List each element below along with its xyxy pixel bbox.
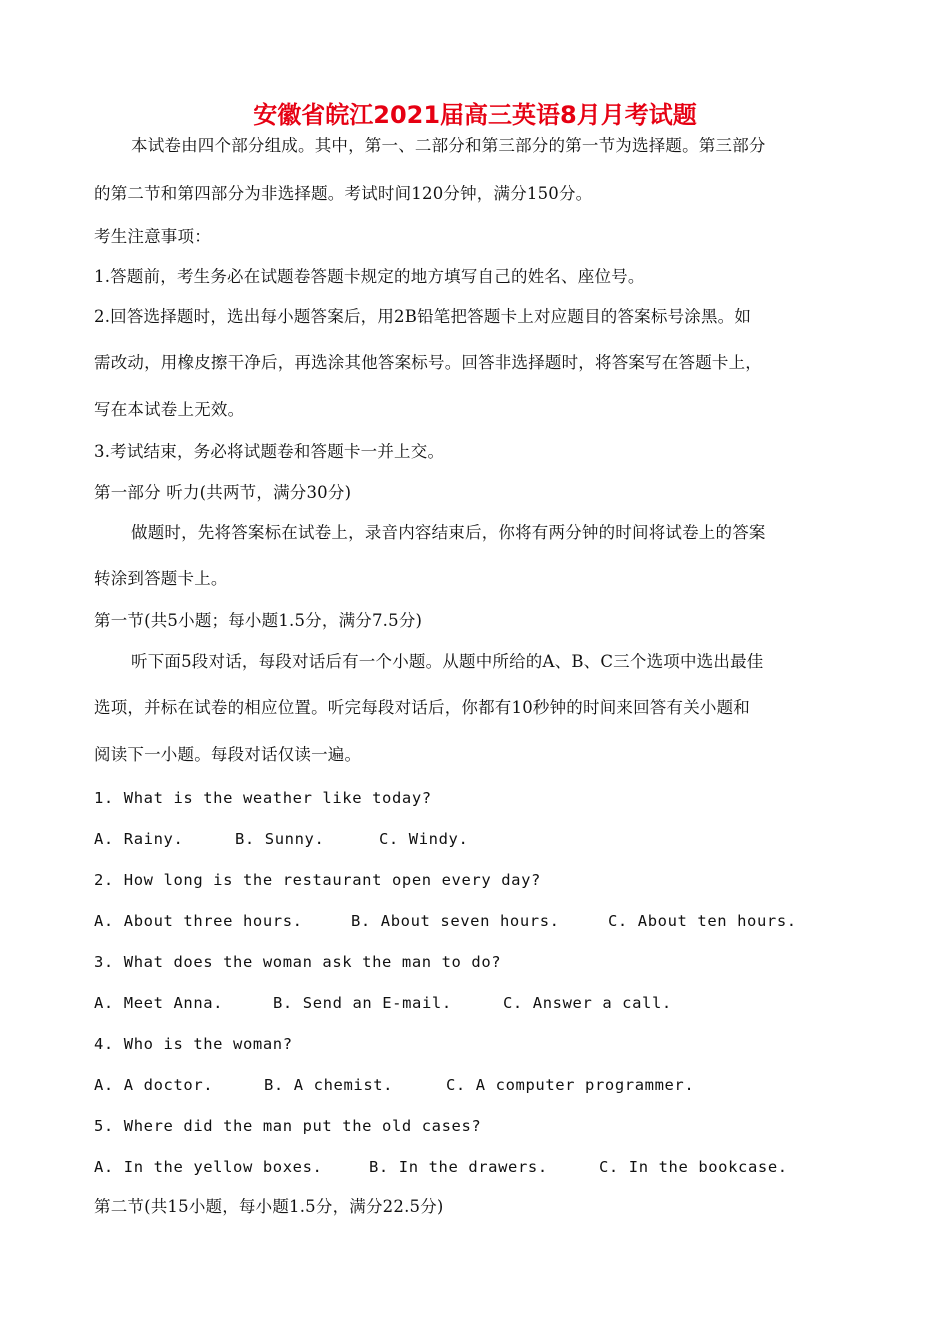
question-4-option-a: A. A doctor. <box>94 1076 214 1094</box>
question-2-option-b: B. About seven hours. <box>351 912 560 930</box>
question-2-option-a: A. About three hours. <box>94 912 303 930</box>
question-5-option-b: B. In the drawers. <box>369 1158 548 1176</box>
question-1-option-a: A. Rainy. <box>94 830 184 848</box>
section1-instructions-line-2: 选项，并标在试卷的相应位置。听完每段对话后，你都有10秒钟的时间来回答有关小题和 <box>94 698 750 717</box>
notice-item-2-line-3: 写在本试卷上无效。 <box>94 400 245 419</box>
section1-instructions-line-3: 阅读下一小题。每段对话仅读一遍。 <box>94 745 362 764</box>
question-5-option-c: C. In the bookcase. <box>599 1158 788 1176</box>
part1-instructions-line-1: 做题时，先将答案标在试卷上，录音内容结束后，你将有两分钟的时间将试卷上的答案 <box>131 523 766 542</box>
intro-line-1: 本试卷由四个部分组成。其中，第一、二部分和第三部分的第一节为选择题。第三部分 <box>131 136 766 155</box>
question-3-option-c: C. Answer a call. <box>503 994 672 1012</box>
section1-heading: 第一节(共5小题；每小题1.5分，满分7.5分) <box>94 611 423 630</box>
question-4-option-c: C. A computer programmer. <box>446 1076 695 1094</box>
notice-item-2-line-2: 需改动，用橡皮擦干净后，再选涂其他答案标号。回答非选择题时，将答案写在答题卡上， <box>94 353 762 372</box>
question-2-option-c: C. About ten hours. <box>608 912 797 930</box>
intro-line-2: 的第二节和第四部分为非选择题。考试时间120分钟，满分150分。 <box>94 184 593 203</box>
page-title: 安徽省皖江2021届高三英语8月月考试题 <box>253 101 697 129</box>
question-3: 3. What does the woman ask the man to do? <box>94 953 502 971</box>
question-2: 2. How long is the restaurant open every day? <box>94 871 541 889</box>
notice-item-3: 3.考试结束，务必将试题卷和答题卡一并上交。 <box>94 442 445 461</box>
notice-heading: 考生注意事项： <box>94 227 211 246</box>
notice-item-1: 1.答题前，考生务必在试题卷答题卡规定的地方填写自己的姓名、座位号。 <box>94 267 645 286</box>
question-3-option-b: B. Send an E-mail. <box>273 994 452 1012</box>
section1-instructions-line-1: 听下面5段对话，每段对话后有一个小题。从题中所给的A、B、C三个选项中选出最佳 <box>131 652 764 671</box>
question-4: 4. Who is the woman? <box>94 1035 293 1053</box>
question-5-option-a: A. In the yellow boxes. <box>94 1158 323 1176</box>
question-1-option-b: B. Sunny. <box>235 830 325 848</box>
section2-heading: 第二节(共15小题，每小题1.5分，满分22.5分) <box>94 1197 444 1216</box>
part1-instructions-line-2: 转涂到答题卡上。 <box>94 569 228 588</box>
part1-heading: 第一部分 听力(共两节，满分30分) <box>94 483 352 502</box>
question-3-option-a: A. Meet Anna. <box>94 994 224 1012</box>
question-4-option-b: B. A chemist. <box>264 1076 394 1094</box>
question-5: 5. Where did the man put the old cases? <box>94 1117 482 1135</box>
notice-item-2-line-1: 2.回答选择题时，选出每小题答案后，用2B铅笔把答题卡上对应题目的答案标号涂黑。如 <box>94 307 752 326</box>
question-1-option-c: C. Windy. <box>379 830 469 848</box>
question-1: 1. What is the weather like today? <box>94 789 432 807</box>
